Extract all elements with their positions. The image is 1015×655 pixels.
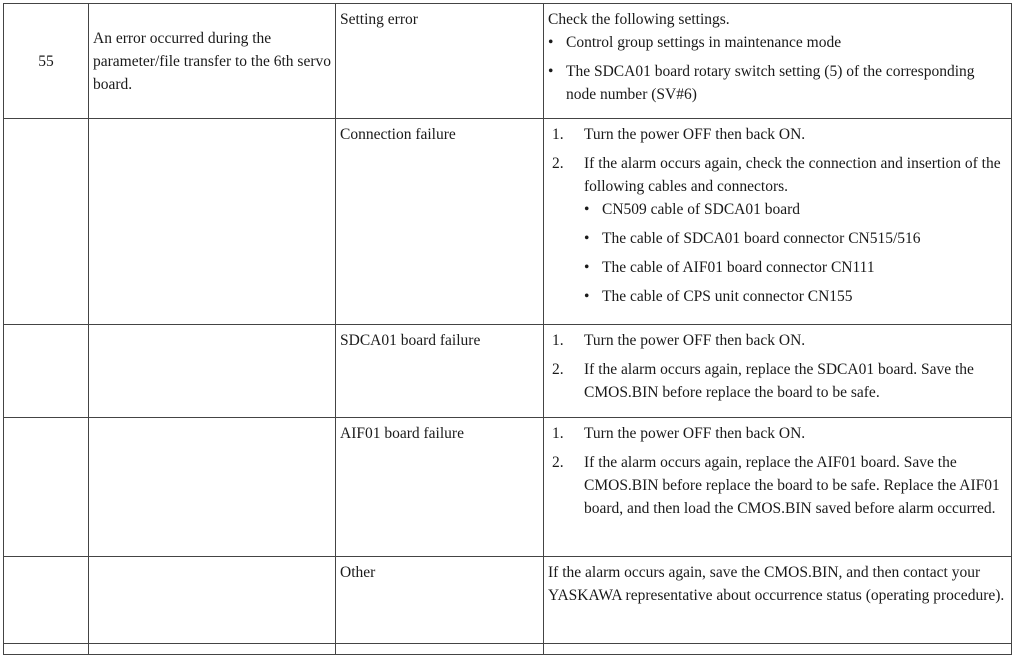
empty-cell (4, 325, 89, 418)
bullet-icon: • (584, 201, 590, 218)
table-row (4, 4, 1012, 119)
step-text: Turn the power OFF then back ON. (584, 332, 806, 349)
list-item (548, 358, 1007, 404)
sub-bullet: The cable of AIF01 board connector CN111 (602, 259, 875, 276)
step-text: If the alarm occurs again, replace the AIF01 board. Save the CMOS.BIN before replace the board to be safe. Replace the AIF01 board, and then load the CMOS.BIN saved before alarm occurred. (584, 454, 1000, 517)
remedy-aif01-board-failure (544, 418, 1012, 557)
sub-bullet: The cable of SDCA01 board connector CN515/516 (602, 230, 921, 247)
list-item (548, 123, 1007, 146)
empty-cell (89, 644, 336, 655)
table-row (4, 418, 1012, 557)
list-item (548, 329, 1007, 352)
remedy-setting-error (544, 4, 1012, 119)
empty-cell (544, 644, 1012, 655)
step-text: If the alarm occurs again, check the connection and insertion of the following cables and connectors. (584, 155, 1001, 195)
empty-cell (4, 418, 89, 557)
bullet-icon: • (548, 63, 554, 80)
remedy-bullet: The SDCA01 board rotary switch setting (5) of the corresponding node number (SV#6) (566, 63, 975, 103)
bullet-icon: • (584, 288, 590, 305)
table-row (4, 557, 1012, 644)
remedy-connection-failure (544, 119, 1012, 325)
step-text: Turn the power OFF then back ON. (584, 126, 806, 143)
step-number: 2. (552, 155, 564, 172)
step-number: 2. (552, 454, 564, 471)
list-item (548, 422, 1007, 445)
remedy-sdca01-board-failure (544, 325, 1012, 418)
step-text: Turn the power OFF then back ON. (584, 425, 806, 442)
list-item (548, 256, 1007, 279)
sub-bullet: CN509 cable of SDCA01 board (602, 201, 801, 218)
remedy-other: If the alarm occurs again, save the CMOS.BIN, and then contact your YASKAWA representative about occurrence status (operating procedure). (544, 557, 1012, 644)
list-item (548, 152, 1007, 198)
table-row (4, 325, 1012, 418)
remedy-bullet: Control group settings in maintenance mode (566, 34, 842, 51)
empty-cell (4, 119, 89, 325)
alarm-table (3, 3, 1012, 655)
empty-cell (336, 644, 544, 655)
empty-cell (4, 644, 89, 655)
empty-cell (4, 557, 89, 644)
alarm-number: 55 (4, 4, 89, 119)
remedy-intro: Check the following settings. (548, 11, 730, 28)
cause-aif01-board-failure: AIF01 board failure (336, 418, 544, 557)
sub-bullet-list (548, 198, 1007, 308)
step-number: 2. (552, 361, 564, 378)
list-item (548, 285, 1007, 308)
cause-setting-error: Setting error (336, 4, 544, 119)
cause-other: Other (336, 557, 544, 644)
empty-cell (89, 119, 336, 325)
bullet-icon: • (584, 259, 590, 276)
step-text: If the alarm occurs again, replace the SDCA01 board. Save the CMOS.BIN before replace the board to be safe. (584, 361, 974, 401)
table-row (4, 644, 1012, 655)
cause-connection-failure: Connection failure (336, 119, 544, 325)
list-item (548, 227, 1007, 250)
list-item (548, 31, 1007, 54)
table-row (4, 119, 1012, 325)
step-number: 1. (552, 425, 564, 442)
list-item (548, 451, 1007, 520)
empty-cell (89, 325, 336, 418)
sub-bullet: The cable of CPS unit connector CN155 (602, 288, 853, 305)
step-number: 1. (552, 126, 564, 143)
cause-sdca01-board-failure: SDCA01 board failure (336, 325, 544, 418)
list-item (548, 198, 1007, 221)
empty-cell (89, 418, 336, 557)
bullet-icon: • (584, 230, 590, 247)
bullet-icon: • (548, 34, 554, 51)
empty-cell (89, 557, 336, 644)
list-item (548, 60, 1007, 106)
alarm-description: An error occurred during the parameter/file transfer to the 6th servo board. (89, 4, 336, 119)
step-number: 1. (552, 332, 564, 349)
